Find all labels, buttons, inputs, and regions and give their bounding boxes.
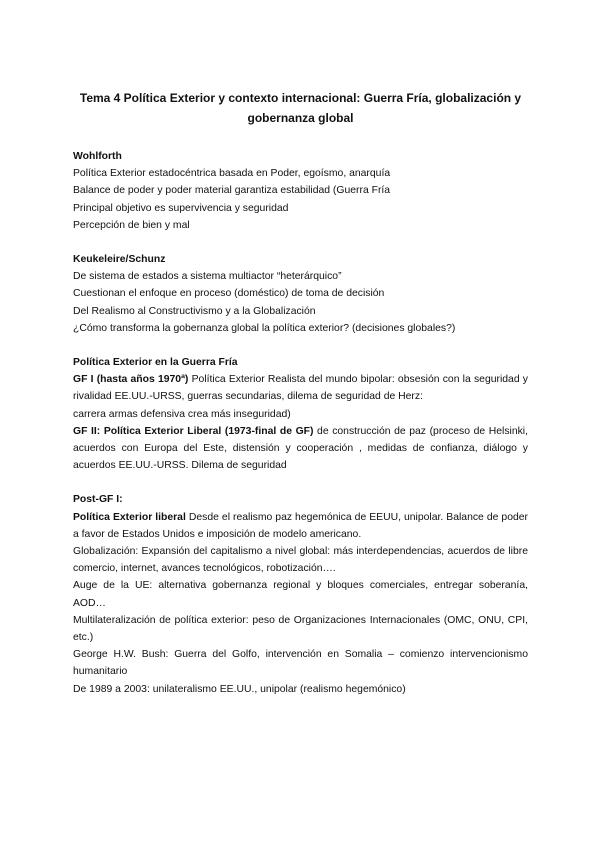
section-heading: Wohlforth: [73, 151, 122, 162]
bold-lead: GF II: Política Exterior Liberal (1973-final de GF): [73, 425, 314, 437]
paragraph-unilateralismo: De 1989 a 2003: unilateralismo EE.UU., unipolar (realismo hegemónico): [73, 683, 406, 695]
text-line: Balance de poder y poder material garantiza estabilidad (Guerra Fría: [73, 185, 391, 197]
paragraph-text: Política Exterior Realista del mundo bipolar: obsesión con la seguridad y rivalidad EE.UU.-URSS, guerras secundarias, dilema de seguridad de Herz:: [73, 374, 529, 403]
paragraph-bush: George H.W. Bush: Guerra del Golfo, intervención en Somalia – comienzo intervencionismo humanitario: [73, 649, 528, 678]
paragraph-text: de construcción de paz (proceso de Helsinki, acuerdos con Europa del Este, distensión y cooperación , medidas de confianza, diálogo y acuerdos EE.UU.-URSS. Dilema de seguridad: [73, 425, 529, 472]
text-line: De sistema de estados a sistema multiactor “heterárquico”: [73, 271, 342, 283]
section-heading: Post-GF I:: [73, 494, 123, 506]
bold-lead: GF I (hasta años 1970ª): [73, 374, 189, 386]
paragraph-liberal: [73, 509, 528, 543]
text-line: Del Realismo al Constructivismo y a la Globalización: [73, 305, 316, 317]
section-wohlforth: [73, 148, 528, 234]
paragraph-text: Desde el realismo paz hegemónica de EEUU, unipolar. Balance de poder a favor de Estados Unidos e imposición de modelo americano.: [73, 511, 528, 540]
paragraph-gf2: [73, 423, 528, 475]
text-line: Cuestionan el enfoque en proceso (doméstico) de toma de decisión: [73, 288, 385, 300]
text-line: carrera armas defensiva crea más inseguridad): [73, 408, 291, 420]
paragraph-globalizacion: Globalización: Expansión del capitalismo a nivel global: más interdependencias, acuerdos de libre comercio, internet, avances tecnológicos, robotización….: [73, 546, 528, 575]
section-keukeleire: [73, 251, 528, 337]
section-post-gf: [73, 491, 528, 697]
text-line: Política Exterior estadocéntrica basada en Poder, egoísmo, anarquía: [73, 168, 391, 180]
paragraph-gf1: [73, 371, 528, 405]
section-guerra-fria: [73, 354, 528, 474]
section-heading: Keukeleire/Schunz: [73, 254, 166, 266]
section-heading: Política Exterior en la Guerra Fría: [73, 357, 238, 369]
document-title: Tema 4 Política Exterior y contexto internacional: Guerra Fría, globalización y gobernanza global: [79, 91, 522, 125]
text-line: Principal objetivo es supervivencia y seguridad: [73, 202, 289, 214]
text-line: Percepción de bien y mal: [73, 219, 190, 231]
bold-lead: Política Exterior liberal: [73, 511, 186, 523]
paragraph-ue: Auge de la UE: alternativa gobernanza regional y bloques comerciales, entregar soberanía, AOD…: [73, 580, 528, 609]
text-line: ¿Cómo transforma la gobernanza global la política exterior? (decisiones globales?): [73, 322, 456, 334]
paragraph-multilateral: Multilateralización de política exterior: peso de Organizaciones Internacionales (OMC, ONU, CPI, etc.): [73, 614, 528, 644]
document-page: [73, 88, 528, 715]
